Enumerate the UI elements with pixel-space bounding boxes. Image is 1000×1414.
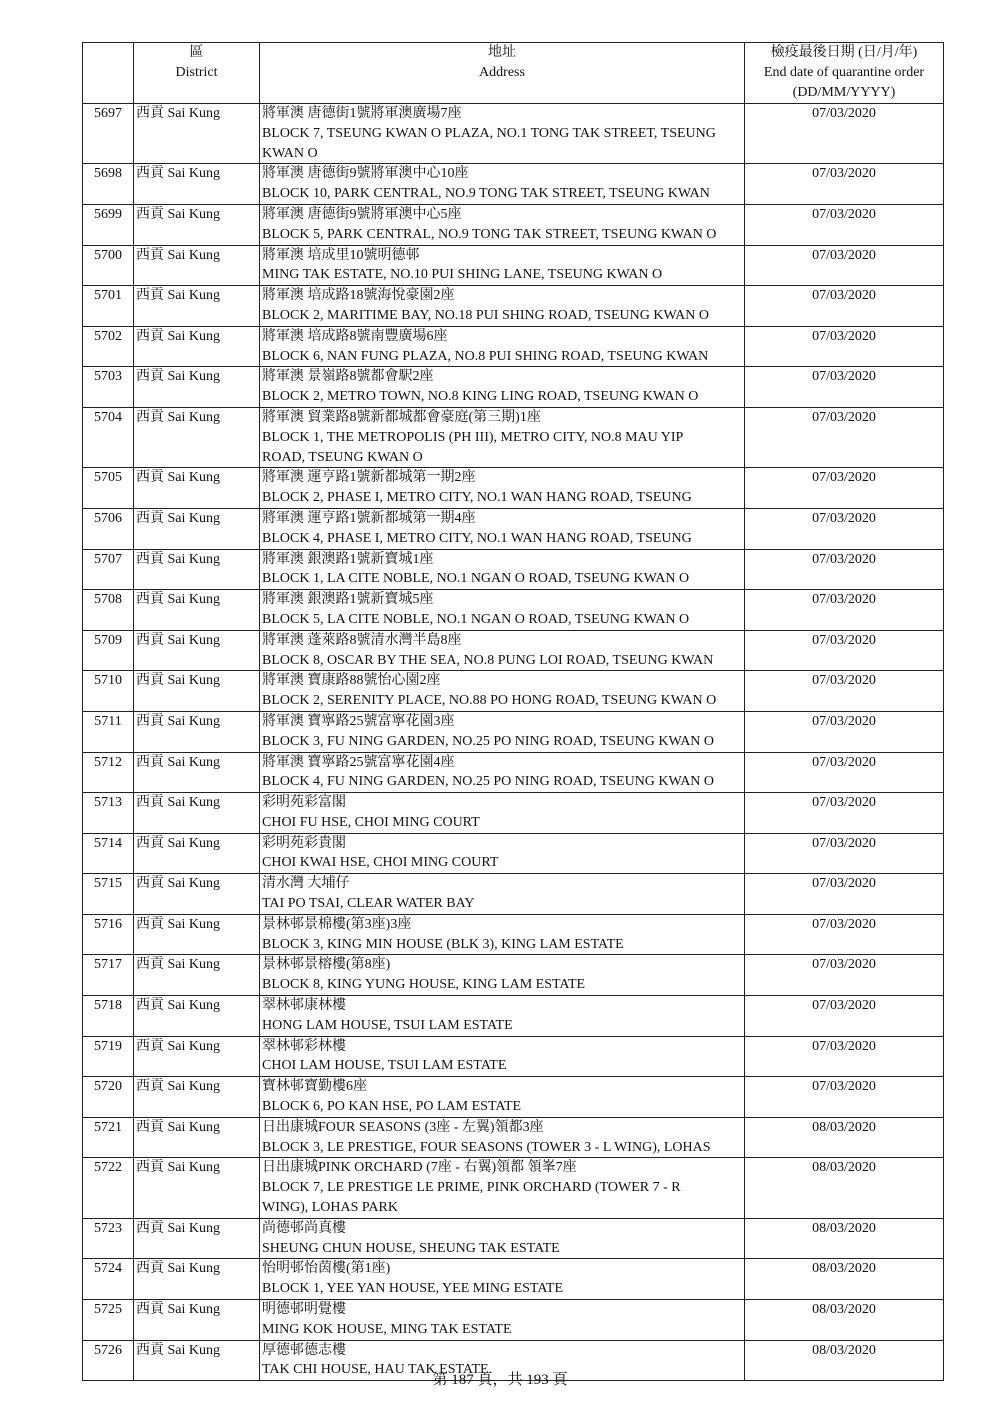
row-end-date: 07/03/2020 xyxy=(745,914,944,955)
address-zh: 日出康城FOUR SEASONS (3座 - 左翼)領都3座 xyxy=(262,1119,544,1135)
address-zh: 將軍澳 培成路8號南豐廣場6座 xyxy=(262,328,448,344)
address-en: BLOCK 4, FU NING GARDEN, NO.25 PO NING ROAD, TSEUNG KWAN O xyxy=(262,774,715,790)
row-number: 5720 xyxy=(83,1077,134,1118)
address-en: BLOCK 5, PARK CENTRAL, NO.9 TONG TAK STREET, TSEUNG KWAN O xyxy=(262,226,717,242)
row-end-date: 08/03/2020 xyxy=(745,1340,944,1381)
row-district: 西貢 Sai Kung xyxy=(134,752,260,793)
page-footer: 第 187 頁，共 193 頁 xyxy=(432,1372,568,1388)
address-zh: 寶林邨寶勤樓6座 xyxy=(262,1079,367,1095)
address-en: BLOCK 6, PO KAN HSE, PO LAM ESTATE xyxy=(262,1099,522,1115)
table-row xyxy=(83,996,944,1037)
table-row xyxy=(83,793,944,834)
address-en: MING TAK ESTATE, NO.10 PUI SHING LANE, TSEUNG KWAN O xyxy=(262,267,663,283)
row-end-date: 07/03/2020 xyxy=(745,671,944,712)
row-district: 西貢 Sai Kung xyxy=(134,874,260,915)
row-end-date: 08/03/2020 xyxy=(745,1117,944,1158)
row-number: 5723 xyxy=(83,1218,134,1259)
table-header-row xyxy=(83,43,944,104)
table-row xyxy=(83,711,944,752)
address-en: BLOCK 8, KING YUNG HOUSE, KING LAM ESTATE xyxy=(262,977,586,993)
row-address xyxy=(260,996,745,1037)
row-number: 5699 xyxy=(83,204,134,245)
row-address xyxy=(260,1077,745,1118)
row-district: 西貢 Sai Kung xyxy=(134,1340,260,1381)
row-address xyxy=(260,508,745,549)
row-district: 西貢 Sai Kung xyxy=(134,914,260,955)
row-end-date: 07/03/2020 xyxy=(745,164,944,205)
table-row xyxy=(83,508,944,549)
row-number: 5702 xyxy=(83,326,134,367)
table-row xyxy=(83,326,944,367)
row-end-date: 07/03/2020 xyxy=(745,104,944,164)
address-en: TAK CHI HOUSE, HAU TAK ESTATE xyxy=(262,1362,489,1378)
row-number: 5718 xyxy=(83,996,134,1037)
table-row xyxy=(83,367,944,408)
row-number: 5700 xyxy=(83,245,134,286)
address-en: WING), LOHAS PARK xyxy=(262,1200,398,1216)
address-zh: 翠林邨康林樓 xyxy=(262,998,346,1014)
row-district: 西貢 Sai Kung xyxy=(134,508,260,549)
row-end-date: 07/03/2020 xyxy=(745,1077,944,1118)
quarantine-table xyxy=(82,42,944,1381)
address-zh: 將軍澳 寶康路88號怡心園2座 xyxy=(262,673,441,689)
row-district: 西貢 Sai Kung xyxy=(134,367,260,408)
row-address xyxy=(260,1259,745,1300)
address-en: ROAD, TSEUNG KWAN O xyxy=(262,449,423,465)
table-row xyxy=(83,1218,944,1259)
row-district: 西貢 Sai Kung xyxy=(134,711,260,752)
row-district: 西貢 Sai Kung xyxy=(134,1077,260,1118)
address-zh: 將軍澳 寶寧路25號富寧花園4座 xyxy=(262,754,455,770)
row-end-date: 07/03/2020 xyxy=(745,286,944,327)
address-en: BLOCK 6, NAN FUNG PLAZA, NO.8 PUI SHING ROAD, TSEUNG KWAN xyxy=(262,348,709,364)
address-zh: 厚德邨德志樓 xyxy=(262,1342,346,1358)
row-number: 5705 xyxy=(83,468,134,509)
address-zh: 將軍澳 培成里10號明德邨 xyxy=(262,247,420,263)
row-district: 西貢 Sai Kung xyxy=(134,286,260,327)
address-en: BLOCK 2, MARITIME BAY, NO.18 PUI SHING ROAD, TSEUNG KWAN O xyxy=(262,307,709,323)
row-address xyxy=(260,286,745,327)
row-number: 5712 xyxy=(83,752,134,793)
row-number: 5714 xyxy=(83,833,134,874)
row-address xyxy=(260,874,745,915)
address-en: BLOCK 3, FU NING GARDEN, NO.25 PO NING ROAD, TSEUNG KWAN O xyxy=(262,733,715,749)
address-zh: 景林邨景棉樓(第3座)3座 xyxy=(262,916,412,932)
address-zh: 尚德邨尚真樓 xyxy=(262,1220,346,1236)
row-number: 5715 xyxy=(83,874,134,915)
row-number: 5706 xyxy=(83,508,134,549)
address-en: BLOCK 3, KING MIN HOUSE (BLK 3), KING LAM ESTATE xyxy=(262,936,624,952)
row-number: 5710 xyxy=(83,671,134,712)
row-address xyxy=(260,164,745,205)
address-zh: 將軍澳 蓬萊路8號清水灣半島8座 xyxy=(262,632,462,648)
row-address xyxy=(260,204,745,245)
row-address xyxy=(260,468,745,509)
table-row xyxy=(83,549,944,590)
row-number: 5711 xyxy=(83,711,134,752)
row-address xyxy=(260,367,745,408)
row-district: 西貢 Sai Kung xyxy=(134,1259,260,1300)
row-number: 5725 xyxy=(83,1300,134,1341)
row-district: 西貢 Sai Kung xyxy=(134,164,260,205)
row-address xyxy=(260,245,745,286)
row-district: 西貢 Sai Kung xyxy=(134,671,260,712)
address-en: BLOCK 5, LA CITE NOBLE, NO.1 NGAN O ROAD, TSEUNG KWAN O xyxy=(262,611,690,627)
row-end-date: 07/03/2020 xyxy=(745,407,944,467)
row-end-date: 07/03/2020 xyxy=(745,833,944,874)
table-row xyxy=(83,833,944,874)
address-zh: 將軍澳 銀澳路1號新寶城5座 xyxy=(262,592,434,608)
row-address xyxy=(260,1117,745,1158)
row-number: 5726 xyxy=(83,1340,134,1381)
header-district: 區 District xyxy=(134,43,260,104)
row-address xyxy=(260,630,745,671)
row-number: 5703 xyxy=(83,367,134,408)
address-en: CHOI LAM HOUSE, TSUI LAM ESTATE xyxy=(262,1058,507,1074)
row-number: 5717 xyxy=(83,955,134,996)
address-zh: 將軍澳 景嶺路8號都會駅2座 xyxy=(262,369,434,385)
row-end-date: 07/03/2020 xyxy=(745,549,944,590)
row-number: 5719 xyxy=(83,1036,134,1077)
row-end-date: 07/03/2020 xyxy=(745,204,944,245)
row-end-date: 07/03/2020 xyxy=(745,468,944,509)
row-end-date: 07/03/2020 xyxy=(745,793,944,834)
row-address xyxy=(260,104,745,164)
address-zh: 將軍澳 寶寧路25號富寧花園3座 xyxy=(262,713,455,729)
address-zh: 彩明苑彩貴閣 xyxy=(262,835,346,851)
row-district: 西貢 Sai Kung xyxy=(134,955,260,996)
row-district: 西貢 Sai Kung xyxy=(134,1036,260,1077)
address-en: BLOCK 10, PARK CENTRAL, NO.9 TONG TAK STREET, TSEUNG KWAN xyxy=(262,186,710,202)
row-number: 5709 xyxy=(83,630,134,671)
address-en: SHEUNG CHUN HOUSE, SHEUNG TAK ESTATE xyxy=(262,1240,560,1256)
table-row xyxy=(83,468,944,509)
table-row xyxy=(83,204,944,245)
row-end-date: 07/03/2020 xyxy=(745,752,944,793)
table-row xyxy=(83,164,944,205)
row-end-date: 08/03/2020 xyxy=(745,1158,944,1218)
header-end-date: 檢疫最後日期 (日/月/年) End date of quarantine order (DD/MM/YYYY) xyxy=(745,43,944,104)
row-address xyxy=(260,955,745,996)
row-address xyxy=(260,407,745,467)
address-en: BLOCK 1, LA CITE NOBLE, NO.1 NGAN O ROAD, TSEUNG KWAN O xyxy=(262,571,690,587)
table-row xyxy=(83,630,944,671)
address-en: BLOCK 4, PHASE I, METRO CITY, NO.1 WAN HANG ROAD, TSEUNG xyxy=(262,530,692,546)
address-en: BLOCK 1, YEE YAN HOUSE, YEE MING ESTATE xyxy=(262,1281,564,1297)
address-en: CHOI FU HSE, CHOI MING COURT xyxy=(262,814,480,830)
address-zh: 日出康城PINK ORCHARD (7座 - 右翼)領都 領峯7座 xyxy=(262,1160,577,1176)
address-zh: 將軍澳 貿業路8號新都城都會豪庭(第三期)1座 xyxy=(262,409,541,425)
table-row xyxy=(83,104,944,164)
row-number: 5722 xyxy=(83,1158,134,1218)
header-address: 地址 Address xyxy=(260,43,745,104)
row-end-date: 08/03/2020 xyxy=(745,1300,944,1341)
address-zh: 將軍澳 唐德街1號將軍澳廣場7座 xyxy=(262,106,462,121)
table-row xyxy=(83,874,944,915)
address-en: BLOCK 1, THE METROPOLIS (PH III), METRO CITY, NO.8 MAU YIP xyxy=(262,429,684,445)
row-district: 西貢 Sai Kung xyxy=(134,1117,260,1158)
row-address xyxy=(260,671,745,712)
table-row xyxy=(83,1036,944,1077)
row-end-date: 08/03/2020 xyxy=(745,1218,944,1259)
row-end-date: 07/03/2020 xyxy=(745,508,944,549)
address-en: CHOI KWAI HSE, CHOI MING COURT xyxy=(262,855,499,871)
row-end-date: 07/03/2020 xyxy=(745,996,944,1037)
address-zh: 將軍澳 唐德街9號將軍澳中心10座 xyxy=(262,166,469,182)
address-zh: 將軍澳 銀澳路1號新寶城1座 xyxy=(262,551,434,567)
row-district: 西貢 Sai Kung xyxy=(134,996,260,1037)
table-row xyxy=(83,407,944,467)
row-end-date: 07/03/2020 xyxy=(745,590,944,631)
address-en: BLOCK 7, TSEUNG KWAN O PLAZA, NO.1 TONG TAK STREET, TSEUNG xyxy=(262,125,716,141)
row-address xyxy=(260,1036,745,1077)
row-end-date: 07/03/2020 xyxy=(745,630,944,671)
row-end-date: 07/03/2020 xyxy=(745,245,944,286)
row-number: 5716 xyxy=(83,914,134,955)
row-district: 西貢 Sai Kung xyxy=(134,590,260,631)
row-number: 5713 xyxy=(83,793,134,834)
row-number: 5701 xyxy=(83,286,134,327)
row-district: 西貢 Sai Kung xyxy=(134,1218,260,1259)
address-zh: 景林邨景榕樓(第8座) xyxy=(262,957,391,973)
table-row xyxy=(83,914,944,955)
row-address xyxy=(260,1300,745,1341)
table-row xyxy=(83,671,944,712)
row-address xyxy=(260,833,745,874)
row-end-date: 07/03/2020 xyxy=(745,874,944,915)
row-end-date: 07/03/2020 xyxy=(745,711,944,752)
row-address xyxy=(260,711,745,752)
row-district: 西貢 Sai Kung xyxy=(134,407,260,467)
row-address xyxy=(260,914,745,955)
table-row xyxy=(83,1259,944,1300)
table-row xyxy=(83,1077,944,1118)
row-address xyxy=(260,1218,745,1259)
address-zh: 翠林邨彩林樓 xyxy=(262,1038,346,1054)
row-district: 西貢 Sai Kung xyxy=(134,793,260,834)
row-end-date: 07/03/2020 xyxy=(745,955,944,996)
row-address xyxy=(260,752,745,793)
address-en: BLOCK 2, PHASE I, METRO CITY, NO.1 WAN HANG ROAD, TSEUNG xyxy=(262,490,692,506)
row-end-date: 07/03/2020 xyxy=(745,367,944,408)
row-district: 西貢 Sai Kung xyxy=(134,549,260,590)
address-zh: 明德邨明覺樓 xyxy=(262,1302,346,1318)
header-index xyxy=(83,43,134,104)
row-end-date: 07/03/2020 xyxy=(745,1036,944,1077)
row-district: 西貢 Sai Kung xyxy=(134,326,260,367)
row-number: 5697 xyxy=(83,104,134,164)
row-district: 西貢 Sai Kung xyxy=(134,104,260,164)
address-en: MING KOK HOUSE, MING TAK ESTATE xyxy=(262,1321,512,1337)
row-district: 西貢 Sai Kung xyxy=(134,204,260,245)
address-zh: 將軍澳 唐德街9號將軍澳中心5座 xyxy=(262,206,462,222)
row-number: 5707 xyxy=(83,549,134,590)
table-row xyxy=(83,590,944,631)
row-number: 5704 xyxy=(83,407,134,467)
row-address xyxy=(260,326,745,367)
table-row xyxy=(83,1300,944,1341)
table-row xyxy=(83,286,944,327)
table-row xyxy=(83,245,944,286)
address-zh: 將軍澳 運亨路1號新都城第一期2座 xyxy=(262,470,476,486)
row-district: 西貢 Sai Kung xyxy=(134,630,260,671)
address-en: BLOCK 7, LE PRESTIGE LE PRIME, PINK ORCHARD (TOWER 7 - R xyxy=(262,1180,681,1196)
address-en: BLOCK 8, OSCAR BY THE SEA, NO.8 PUNG LOI ROAD, TSEUNG KWAN xyxy=(262,652,714,668)
table-row xyxy=(83,1158,944,1218)
row-district: 西貢 Sai Kung xyxy=(134,1300,260,1341)
address-zh: 將軍澳 培成路18號海悅豪園2座 xyxy=(262,288,455,304)
row-end-date: 08/03/2020 xyxy=(745,1259,944,1300)
row-district: 西貢 Sai Kung xyxy=(134,468,260,509)
address-zh: 將軍澳 運亨路1號新都城第一期4座 xyxy=(262,510,476,526)
address-zh: 清水灣 大埔仔 xyxy=(262,876,350,892)
row-district: 西貢 Sai Kung xyxy=(134,1158,260,1218)
row-address xyxy=(260,549,745,590)
row-address xyxy=(260,1158,745,1218)
address-zh: 怡明邨怡茵樓(第1座) xyxy=(262,1261,391,1277)
address-zh: 彩明苑彩富閣 xyxy=(262,795,346,811)
row-address xyxy=(260,590,745,631)
address-en: TAI PO TSAI, CLEAR WATER BAY xyxy=(262,896,475,912)
table-row xyxy=(83,1117,944,1158)
address-en: KWAN O xyxy=(262,145,318,161)
row-number: 5698 xyxy=(83,164,134,205)
row-number: 5721 xyxy=(83,1117,134,1158)
row-district: 西貢 Sai Kung xyxy=(134,833,260,874)
address-en: HONG LAM HOUSE, TSUI LAM ESTATE xyxy=(262,1017,513,1033)
address-en: BLOCK 2, SERENITY PLACE, NO.88 PO HONG ROAD, TSEUNG KWAN O xyxy=(262,693,717,709)
row-address xyxy=(260,793,745,834)
table-row xyxy=(83,955,944,996)
row-district: 西貢 Sai Kung xyxy=(134,245,260,286)
row-number: 5724 xyxy=(83,1259,134,1300)
address-en: BLOCK 3, LE PRESTIGE, FOUR SEASONS (TOWER 3 - L WING), LOHAS xyxy=(262,1139,711,1155)
row-number: 5708 xyxy=(83,590,134,631)
row-end-date: 07/03/2020 xyxy=(745,326,944,367)
address-en: BLOCK 2, METRO TOWN, NO.8 KING LING ROAD, TSEUNG KWAN O xyxy=(262,389,699,405)
table-row xyxy=(83,752,944,793)
